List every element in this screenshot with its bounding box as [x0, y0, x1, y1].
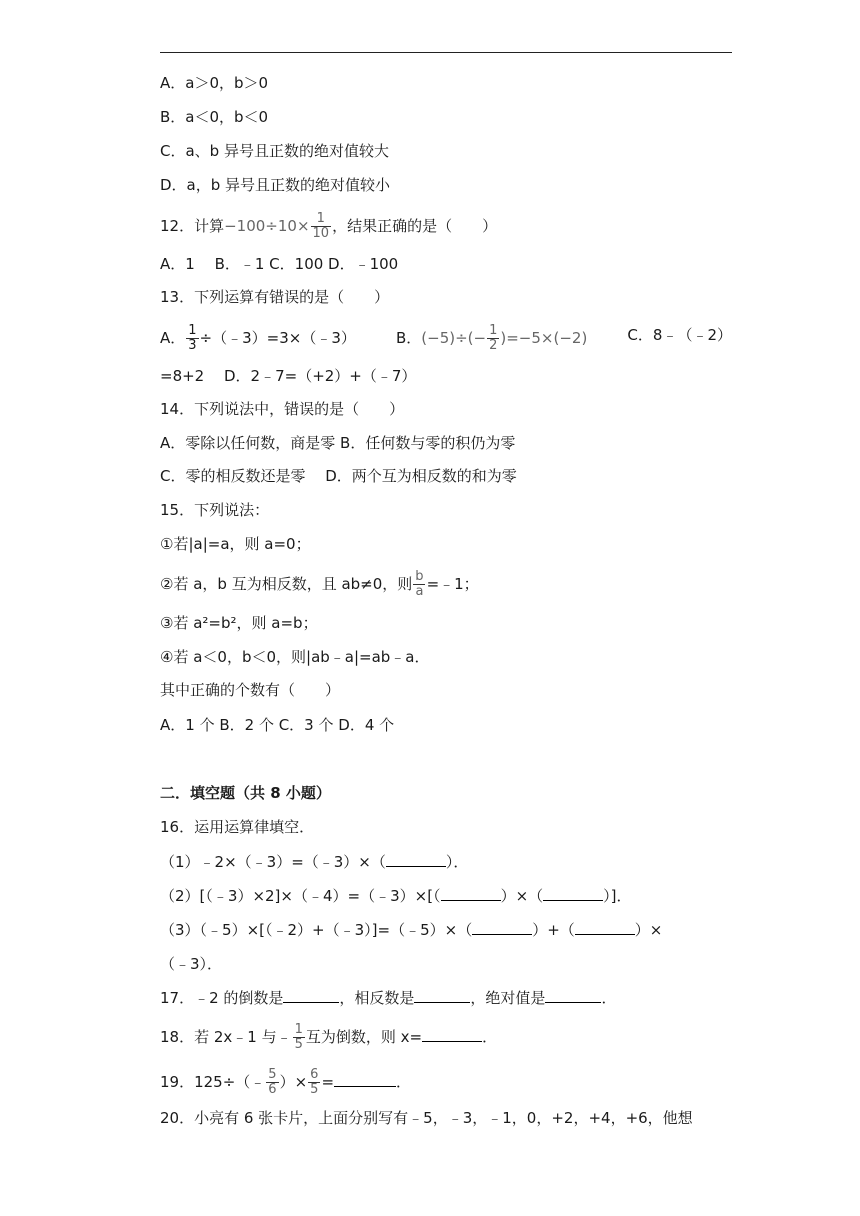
q11-option-a: A．a＞0，b＞0 [160, 74, 269, 92]
q16-l1-text: （1）﹣2×（﹣3）=（﹣3）×（ [160, 853, 386, 871]
q16-l2-mid: ）×（ [500, 887, 544, 905]
q12-fraction-numerator: 1 [316, 211, 325, 226]
q16-line-3-cont: （﹣3）． [160, 955, 223, 973]
q14-options-cd: C．零的相反数还是零 D．两个互为相反数的和为零 [160, 467, 517, 485]
q15-stem: 15．下列说法： [160, 501, 270, 519]
q14-options-ab: A．零除以任何数，商是零 B．任何数与零的积仍为零 [160, 434, 516, 452]
q18-text: 18．若 2x﹣1 与﹣ [160, 1028, 292, 1046]
q18-end: ． [482, 1028, 498, 1046]
answer-blank[interactable] [575, 918, 635, 935]
q11-option-c: C．a、b 异号且正数的绝对值较大 [160, 142, 389, 160]
q13-stem: 13．下列运算有错误的是（ ） [160, 288, 390, 306]
q18-frac-num: 1 [294, 1022, 303, 1037]
q13-option-a-rest: ÷（﹣3）=3×（﹣3） [199, 329, 356, 347]
answer-blank[interactable] [472, 918, 532, 935]
answer-blank[interactable] [334, 1070, 396, 1087]
q14-stem: 14．下列说法中，错误的是（ ） [160, 400, 405, 418]
q13-option-b [396, 324, 587, 353]
q16-l2-end: ）]． [603, 887, 632, 905]
q19-text: 19．125÷（﹣ [160, 1073, 266, 1091]
q13-b-frac-num: 1 [489, 323, 498, 338]
q13-options-row [160, 324, 732, 353]
q18-text-2: 互为倒数，则 x= [305, 1028, 423, 1046]
q11-option-b: B．a＜0，b＜0 [160, 108, 269, 126]
q16-line-3 [160, 918, 662, 941]
q15-s2-suffix: =﹣1； [426, 575, 479, 593]
q20-stem: 20．小亮有 6 张卡片，上面分别写有﹣5，﹣3，﹣1，0，+2，+4，+6，他想 [160, 1109, 693, 1127]
q17 [160, 986, 616, 1009]
q13-a-frac-num: 1 [188, 323, 197, 338]
q13-option-a-fraction [186, 324, 198, 353]
q18-fraction [293, 1023, 305, 1052]
q13-a-frac-den: 3 [188, 338, 197, 353]
q12-suffix: ，结果正确的是（ ） [332, 217, 498, 235]
q17-opposite-text: ，相反数是 [339, 989, 415, 1007]
q13-line2: =8+2 D．2﹣7=（+2）+（﹣7） [160, 367, 417, 385]
q12-fraction [311, 212, 332, 241]
q16-l3-mid: ）+（ [532, 921, 575, 939]
q13-option-a [160, 324, 356, 353]
q13-option-b-fraction [487, 324, 499, 353]
q19-equals: = [321, 1073, 335, 1091]
q15-s2-frac-num: b [415, 569, 424, 584]
q13-option-c: C．8﹣（﹣2） [627, 326, 732, 344]
q15-statement-1: ①若|a|=a，则 a=0； [160, 535, 311, 553]
header-rule [160, 52, 732, 53]
answer-blank[interactable] [441, 884, 501, 901]
q16-line-1 [160, 850, 468, 873]
q17-absolute-text: ，绝对值是 [470, 989, 546, 1007]
q13-option-a-label: A． [160, 329, 186, 347]
answer-blank[interactable] [543, 884, 603, 901]
q17-reciprocal-text: 17．﹣2 的倒数是 [160, 989, 284, 1007]
q15-s2-prefix: ②若 a，b 互为相反数，且 ab≠0，则 [160, 575, 413, 593]
q19-fraction-1 [266, 1068, 278, 1097]
answer-blank[interactable] [386, 850, 446, 867]
q15-ask: 其中正确的个数有（ ） [160, 681, 341, 699]
answer-blank[interactable] [545, 986, 601, 1003]
section-title: 二．填空题（共 8 小题） [160, 784, 331, 802]
q19-fraction-2 [308, 1068, 320, 1097]
q13-b-frac-den: 2 [489, 338, 498, 353]
q15-statement-3: ③若 a²=b²，则 a=b； [160, 614, 318, 632]
q15-s2-frac-den: a [415, 584, 424, 599]
q16-l3-text: （3）（﹣5）×[（﹣2）+（﹣3）]=（﹣5）×（ [160, 921, 473, 939]
q19-f1-den: 6 [268, 1082, 277, 1097]
q12-stem [160, 212, 497, 241]
q12-fraction-denominator: 10 [312, 226, 330, 241]
answer-blank[interactable] [414, 986, 470, 1003]
q13-option-b-right: )=−5×(−2) [500, 329, 588, 347]
q13-option-b-label: B． [396, 329, 422, 347]
q16-l2-text: （2）[（﹣3）×2]×（﹣4）=（﹣3）×[（ [160, 887, 441, 905]
q18 [160, 1023, 497, 1052]
q17-end: ． [601, 989, 617, 1007]
q19-f2-den: 5 [310, 1082, 319, 1097]
q19-f1-num: 5 [268, 1067, 277, 1082]
q18-frac-den: 5 [294, 1037, 303, 1052]
q15-s2-fraction [413, 570, 425, 599]
answer-blank[interactable] [422, 1025, 482, 1042]
q16-l3-end: ）× [634, 921, 663, 939]
q15-statement-2 [160, 570, 479, 599]
q12-expression: −100÷10× [224, 217, 310, 235]
q13-option-b-left: (−5)÷(− [421, 329, 487, 347]
q11-option-d: D．a，b 异号且正数的绝对值较小 [160, 176, 391, 194]
q19-text-2: ）× [279, 1073, 308, 1091]
q16-l1-end: ）． [445, 853, 469, 871]
q16-stem: 16．运用运算律填空． [160, 818, 315, 836]
q16-line-2 [160, 884, 632, 907]
answer-blank[interactable] [283, 986, 339, 1003]
q15-options: A．1 个 B．2 个 C．3 个 D．4 个 [160, 716, 395, 734]
q12-options: A．1 B．﹣1 C．100 D．﹣100 [160, 255, 399, 273]
q19-f2-num: 6 [310, 1067, 319, 1082]
q12-prefix: 12．计算 [160, 217, 225, 235]
q19-end: ． [396, 1073, 412, 1091]
q19 [160, 1068, 411, 1097]
q15-statement-4: ④若 a＜0，b＜0，则|ab﹣a|=ab﹣a． [160, 648, 430, 666]
